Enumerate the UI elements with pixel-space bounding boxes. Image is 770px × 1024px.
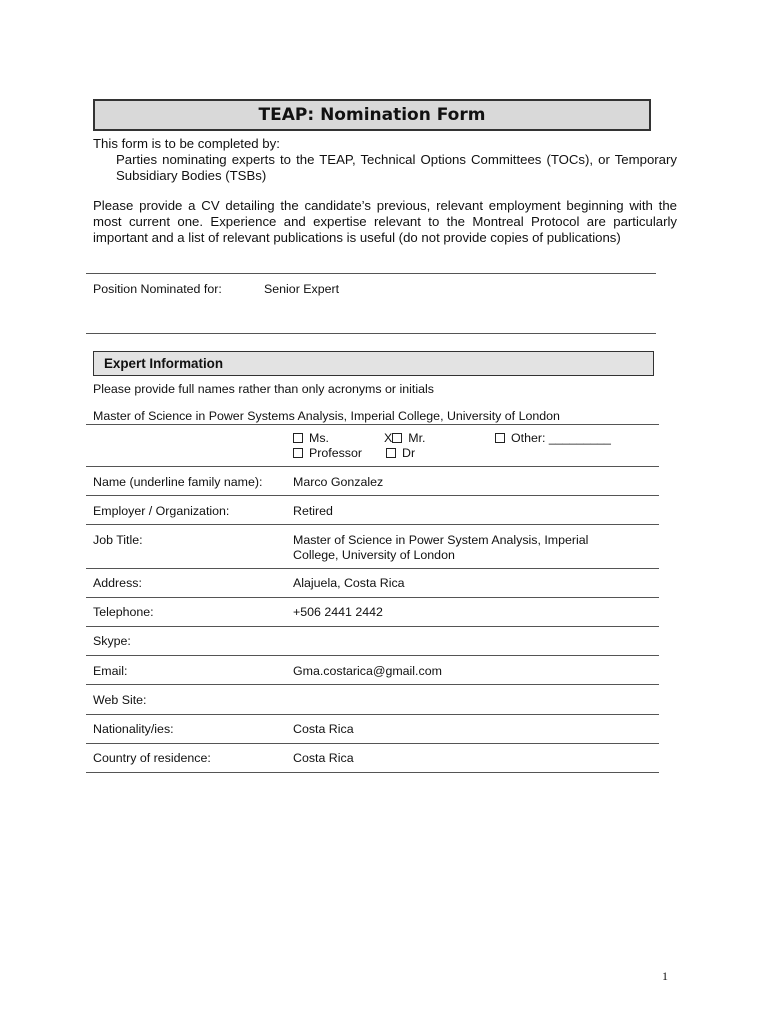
checkbox[interactable] xyxy=(293,433,303,443)
divider xyxy=(86,524,659,525)
divider xyxy=(86,466,659,467)
salutation-ms[interactable] xyxy=(293,431,329,445)
address-value[interactable]: Alajuela, Costa Rica xyxy=(293,576,405,590)
salutation-other[interactable] xyxy=(495,431,611,445)
name-value[interactable]: Marco Gonzalez xyxy=(293,475,384,489)
form-title-box xyxy=(93,99,651,131)
salutation-mr[interactable] xyxy=(384,431,425,445)
skype-label: Skype: xyxy=(93,634,131,648)
checkbox[interactable] xyxy=(293,448,303,458)
divider xyxy=(86,772,659,773)
divider xyxy=(86,714,659,715)
intro-bullet: Parties nominating experts to the TEAP, Technical Options Committees (TOCs), or Temporary Subsidiary Bodies (TSBs) xyxy=(116,152,677,183)
divider xyxy=(86,333,656,334)
checkbox-label: Mr. xyxy=(408,431,426,445)
checkbox[interactable] xyxy=(386,448,396,458)
checkbox-label: Ms. xyxy=(309,431,329,445)
website-label: Web Site: xyxy=(93,693,147,707)
degree-line: Master of Science in Power Systems Analysis, Imperial College, University of London xyxy=(93,409,560,423)
checkbox-label: Other: _________ xyxy=(511,431,611,445)
residence-value[interactable]: Costa Rica xyxy=(293,751,354,765)
divider xyxy=(86,495,659,496)
nationality-label: Nationality/ies: xyxy=(93,722,174,736)
divider xyxy=(86,655,659,656)
email-label: Email: xyxy=(93,664,128,678)
cv-instructions: Please provide a CV detailing the candidate’s previous, relevant employment beginning with the most current one. Experience and expertise relevant to the Montreal Protocol are particularly important and a list of relevant publications is useful (do not provide copies of publications) xyxy=(93,198,677,245)
divider xyxy=(86,743,659,744)
telephone-label: Telephone: xyxy=(93,605,154,619)
job-title-value[interactable]: Master of Science in Power System Analysis, Imperial College, University of London xyxy=(293,533,589,562)
checkbox-label: Professor xyxy=(309,446,363,460)
email-value[interactable]: Gma.costarica@gmail.com xyxy=(293,664,442,678)
salutation-professor[interactable] xyxy=(293,446,362,460)
divider xyxy=(86,684,659,685)
form-title: TEAP: Nomination Form xyxy=(258,105,486,125)
checkbox-mark: X xyxy=(384,431,393,445)
salutation-dr[interactable] xyxy=(386,446,415,460)
employer-value[interactable]: Retired xyxy=(293,504,333,518)
job-title-label: Job Title: xyxy=(93,533,143,547)
divider xyxy=(86,568,659,569)
divider xyxy=(86,424,659,425)
residence-label: Country of residence: xyxy=(93,751,211,765)
names-note: Please provide full names rather than only acronyms or initials xyxy=(93,382,434,396)
checkbox-label: Dr xyxy=(402,446,416,460)
divider xyxy=(86,626,659,627)
name-label: Name (underline family name): xyxy=(93,475,263,489)
employer-label: Employer / Organization: xyxy=(93,504,230,518)
address-label: Address: xyxy=(93,576,142,590)
checkbox[interactable] xyxy=(392,433,402,443)
nationality-value[interactable]: Costa Rica xyxy=(293,722,354,736)
position-label: Position Nominated for: xyxy=(93,282,222,296)
position-value[interactable]: Senior Expert xyxy=(264,282,340,296)
section-heading: Expert Information xyxy=(104,356,224,371)
divider xyxy=(86,597,659,598)
telephone-value[interactable]: +506 2441 2442 xyxy=(293,605,383,619)
expert-info-heading xyxy=(93,351,654,376)
divider xyxy=(86,273,656,274)
intro-line: This form is to be completed by: xyxy=(93,136,280,151)
page-number: 1 xyxy=(662,969,668,983)
checkbox[interactable] xyxy=(495,433,505,443)
